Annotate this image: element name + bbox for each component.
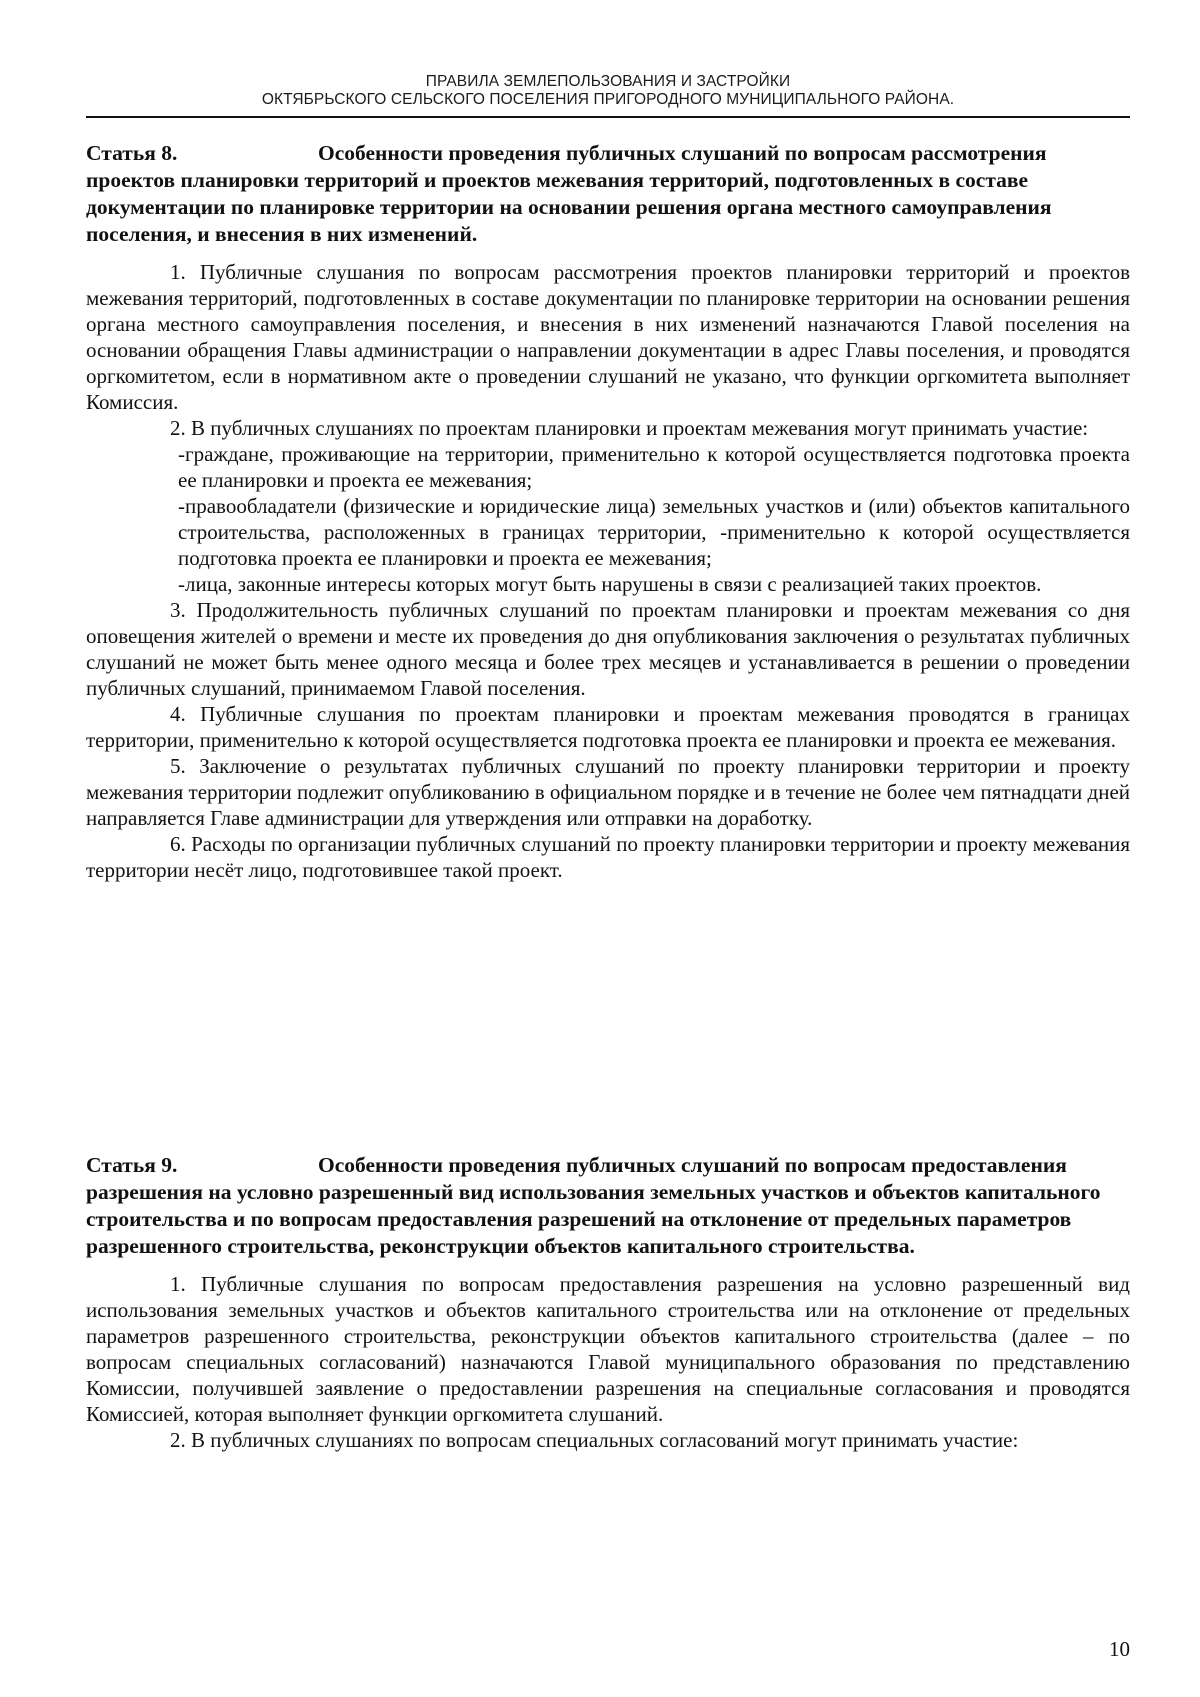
article-heading (86, 1152, 1130, 1260)
article-title-text: Особенности проведения публичных слушаний по вопросам рассмотрения проектов планировки территорий и проектов межевания территорий, подготовленных в составе документации по планировке территории на основании решения органа местного самоуправления поселения, и внесения в них изменений. (86, 141, 1052, 246)
article-8 (86, 140, 1130, 883)
running-header-line-2: ОКТЯБРЬСКОГО СЕЛЬСКОГО ПОСЕЛЕНИЯ ПРИГОРОДНОГО МУНИЦИПАЛЬНОГО РАЙОНА. (261, 91, 955, 108)
header-divider (86, 116, 1130, 118)
paragraph: 3. Продолжительность публичных слушаний по проектам планировки и проектам межевания со дня оповещения жителей о времени и месте их проведения до дня опубликования заключения о результатах публичных слушаний не может быть менее одного месяца и более трех месяцев и устанавливается в решении о проведении публичных слушаний, принимаемом Главой поселения. (86, 598, 1130, 700)
article-heading (86, 140, 1130, 248)
running-header (86, 73, 1130, 109)
list-item: -правообладатели (физические и юридические лица) земельных участков и (или) объектов капитального строительства, расположенных в границах территории, -применительно к которой осуществляется подготовка проекта ее планировки и проекта ее межевания; (178, 494, 1130, 570)
list-item: -граждане, проживающие на территории, применительно к которой осуществляется подготовка проекта ее планировки и проекта ее межевания; (178, 442, 1130, 492)
article-9 (86, 1152, 1130, 1453)
paragraph: 2. В публичных слушаниях по проектам планировки и проектам межевания могут принимать участие: (170, 416, 1089, 440)
paragraph: 5. Заключение о результатах публичных слушаний по проекту планировки территории и проекту межевания территории подлежит опубликованию в официальном порядке и в течение не более чем пятнадцати дней направляется Главе администрации для утверждения или отправки на доработку. (86, 754, 1130, 830)
article-number: Статья 8. (86, 141, 178, 165)
document-page (86, 0, 1130, 1697)
paragraph: 1. Публичные слушания по вопросам рассмотрения проектов планировки территорий и проектов межевания территорий, подготовленных в составе документации по планировке территории на основании решения органа местного самоуправления поселения, и внесения в них изменений назначаются Главой поселения на основании обращения Главы администрации о направлении документации в адрес Главы поселения, и проводятся оргкомитетом, если в нормативном акте о проведении слушаний не указано, что функции оргкомитета выполняет Комиссия. (86, 260, 1130, 414)
paragraph: 1. Публичные слушания по вопросам предоставления разрешения на условно разрешенный вид использования земельных участков и объектов капитального строительства или на отклонение от предельных параметров разрешенного строительства, реконструкции объектов капитального строительства (далее – по вопросам специальных согласований) назначаются Главой муниципального образования по представлению Комиссии, получившей заявление о предоставлении разрешения на специальные согласования и проводятся Комиссией, которая выполняет функции оргкомитета слушаний. (86, 1272, 1130, 1426)
paragraph: 2. В публичных слушаниях по вопросам специальных согласований могут принимать участие: (170, 1428, 1019, 1452)
article-number: Статья 9. (86, 1153, 178, 1177)
paragraph: 4. Публичные слушания по проектам планировки и проектам межевания проводятся в границах территории, применительно к которой осуществляется подготовка проекта ее планировки и проекта ее межевания. (86, 702, 1130, 752)
list-item: -лица, законные интересы которых могут быть нарушены в связи с реализацией таких проектов. (178, 572, 1042, 596)
article-title-text: Особенности проведения публичных слушаний по вопросам предоставления разрешения на условно разрешенный вид использования земельных участков и объектов капитального строительства и по вопросам предоставления разрешений на отклонение от предельных параметров разрешенного строительства, реконструкции объектов капитального строительства. (86, 1153, 1101, 1258)
paragraph: 6. Расходы по организации публичных слушаний по проекту планировки территории и проекту межевания территории несёт лицо, подготовившее такой проект. (86, 832, 1130, 882)
page-number: 10 (1109, 1637, 1130, 1661)
running-header-line-1: ПРАВИЛА ЗЕМЛЕПОЛЬЗОВАНИЯ И ЗАСТРОЙКИ (425, 73, 791, 90)
